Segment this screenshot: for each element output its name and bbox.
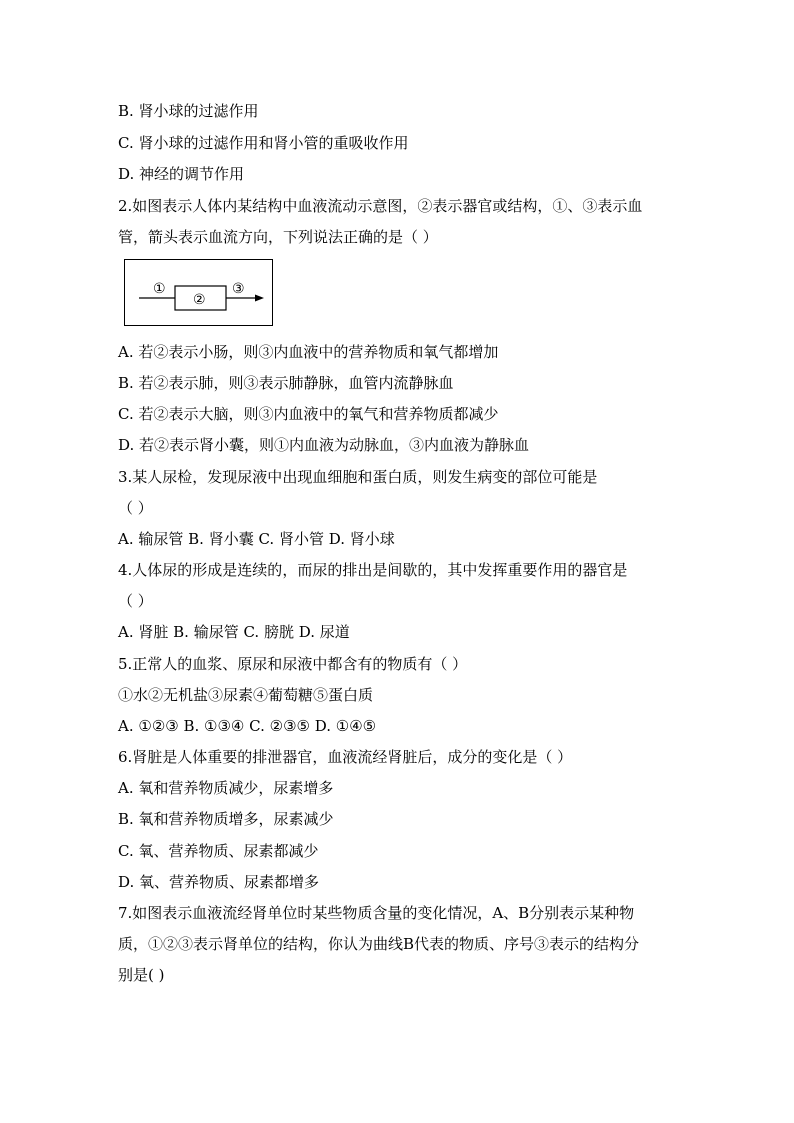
question-3-line-2: （ ） — [118, 499, 153, 517]
option-d-q6: D. 氧、营养物质、尿素都增多 — [118, 873, 320, 891]
question-7-line-3: 别是( ) — [118, 966, 165, 984]
question-3-options: A. 输尿管 B. 肾小囊 C. 肾小管 D. 肾小球 — [118, 530, 395, 548]
blood-flow-diagram — [124, 259, 273, 326]
question-2-line-2: 管，箭头表示血流方向，下列说法正确的是（ ） — [118, 228, 438, 246]
option-c-q1: C. 肾小球的过滤作用和肾小管的重吸收作用 — [118, 134, 409, 152]
option-b-q6: B. 氧和营养物质增多，尿素减少 — [118, 810, 334, 828]
option-c-q2: C. 若②表示大脑，则③内血液中的氧气和营养物质都减少 — [118, 405, 499, 423]
option-a-q6: A. 氧和营养物质减少，尿素增多 — [118, 779, 334, 797]
option-b-q2: B. 若②表示肺，则③表示肺静脉，血管内流静脉血 — [118, 374, 454, 392]
question-3-line-1: 3.某人尿检，发现尿液中出现血细胞和蛋白质，则发生病变的部位可能是 — [118, 468, 598, 486]
question-2-line-1: 2.如图表示人体内某结构中血液流动示意图，②表示器官或结构，①、③表示血 — [118, 197, 643, 215]
option-c-q6: C. 氧、营养物质、尿素都减少 — [118, 842, 319, 860]
question-6-line-1: 6.肾脏是人体重要的排泄器官，血液流经肾脏后，成分的变化是（ ） — [118, 748, 573, 766]
option-a-q2: A. 若②表示小肠，则③内血液中的营养物质和氧气都增加 — [118, 343, 499, 361]
question-7-line-2: 质，①②③表示肾单位的结构，你认为曲线B代表的物质、序号③表示的结构分 — [118, 935, 640, 953]
label-vessel-3: ③ — [232, 281, 245, 297]
question-4-options: A. 肾脏 B. 输尿管 C. 膀胱 D. 尿道 — [118, 623, 350, 641]
label-organ-2: ② — [193, 292, 206, 308]
question-5-items: ①水②无机盐③尿素④葡萄糖⑤蛋白质 — [118, 686, 374, 704]
label-vessel-1: ① — [153, 281, 166, 297]
question-5-line-1: 5.正常人的血浆、原尿和尿液中都含有的物质有（ ） — [118, 655, 468, 673]
question-4-line-1: 4.人体尿的形成是连续的，而尿的排出是间歇的，其中发挥重要作用的器官是 — [118, 561, 628, 579]
blood-flow-diagram-svg — [125, 260, 274, 327]
option-d-q2: D. 若②表示肾小囊，则①内血液为动脉血，③内血液为静脉血 — [118, 436, 530, 454]
question-4-line-2: （ ） — [118, 592, 153, 610]
option-d-q1: D. 神经的调节作用 — [118, 165, 245, 183]
question-5-options: A. ①②③ B. ①③④ C. ②③⑤ D. ①④⑤ — [118, 717, 377, 735]
question-7-line-1: 7.如图表示血液流经肾单位时某些物质含量的变化情况，A、B分别表示某种物 — [118, 904, 635, 922]
option-b-q1: B. 肾小球的过滤作用 — [118, 102, 259, 120]
arrow-head-icon — [255, 295, 264, 302]
